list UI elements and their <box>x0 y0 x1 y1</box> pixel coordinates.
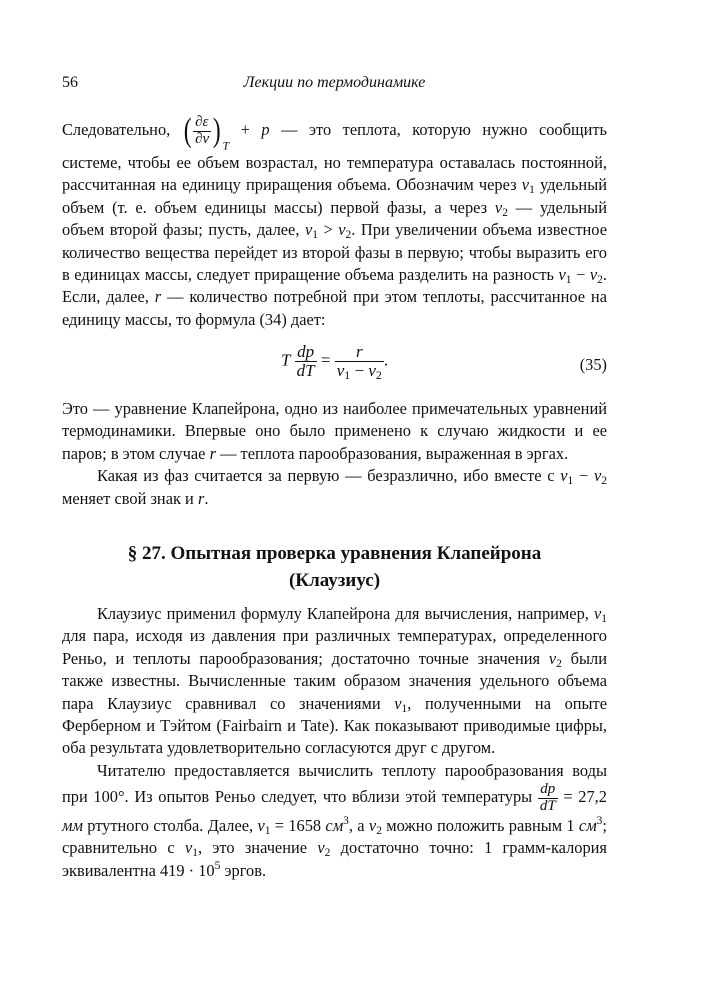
paragraph-4: Клаузиус применил формулу Клапейрона для вычисления, например, $v_1$ для пара, исходя из давления при различных температурах, определенного Реньо, и теплоты парообразования; достаточно точные значения $v_2$ были также известны. Вычисленные таким образом значения удельного объема пара Клаузиус сравнивал со значениями $v_1$, полученными на опыте Ферберном и Тэйтом (Fairbairn и Tate). Как показывают приводимые цифры, оба результата удовлетворительно согласуются друг с другом. Читателю предоставляется вычислить теплоту парообразования воды при 100°. Из опытов Реньо следует, что вблизи этой температуры $\frac{dp}{dT}$ = 27,2 мм ртутного столба. Далее, $v_1 = 1658$ $см^3$, а $v_2$ можно положить равным 1 $см^3$; сравнительно с $v_1$, это значение $v_2$ достаточно точно: 1 грамм-калория эквивалентна $419 \cdot 10^5$ эргов. <box>62 603 607 882</box>
partial-derivative-formula: ( $\frac{\partial\varepsilon}{\partial v}$ ) $_T$ + p <box>183 112 270 153</box>
paragraph-5: Читателю предоставляется вычислить теплоту парообразования воды при 100°. Из опытов Реньо следует, что вблизи этой температуры $\frac{dp}{dT}$ = 27,2 мм ртутного столба. Далее, $v_1 = 1658$ $см^3$, а $v_2$ можно положить равным 1 $см^3$; сравнительно с $v_1$, это значение $v_2$ достаточно точно: 1 грамм-калория эквивалентна $419 \cdot 10^5$ эргов. <box>62 760 607 880</box>
paragraph-2: Это — уравнение Клапейрона, одно из наиболее примечательных уравнений термодинамики. Впервые оно было применено к случаю жидкости и ее паров; в этом случае r — теплота парообразования, выраженная в эргах. Какая из фаз считается за первую — безразлично, ибо вместе с $v_1 - v_2$ меняет свой знак и r. <box>62 399 607 508</box>
clapeyron-equation: T $\frac{dp}{dT}$ = $\frac{r}{v_1 - v_2}$ . (35) <box>280 342 607 382</box>
paragraph-1: Следовательно, ( $\frac{\partial\varepsilon}{\partial v}$ ) $_T$ + p — это теплота, которую нужно сообщить системе, чтобы ее объем возрастал, но температура оставалась постоянной, рассчитанная на единицу приращения объема. Обозначим через $v_1$ удельный объем (т. е. объем единицы массы) первой фазы, а через $v_2$ — удельный объем второй фазы; пусть, далее, $v_1 > v_2$. При увеличении объема известное количество вещества перейдет из второй фазы в первую; чтобы выразить его в единицах массы, следует приращение объема разделить на разность $v_1 - v_2$. Если, далее, r — количество потребной при этом теплоты, рассчитанное на единицу массы, то формула (34) дает: <box>62 112 607 329</box>
page-header <box>62 74 607 94</box>
equation-number: (35) <box>579 355 607 374</box>
running-title: Лекции по термодинамике <box>243 74 426 91</box>
section-heading: § 27. Опытная проверка уравнения Клапейрона (Клаузиус) <box>127 543 542 591</box>
page-number: 56 <box>62 74 78 91</box>
